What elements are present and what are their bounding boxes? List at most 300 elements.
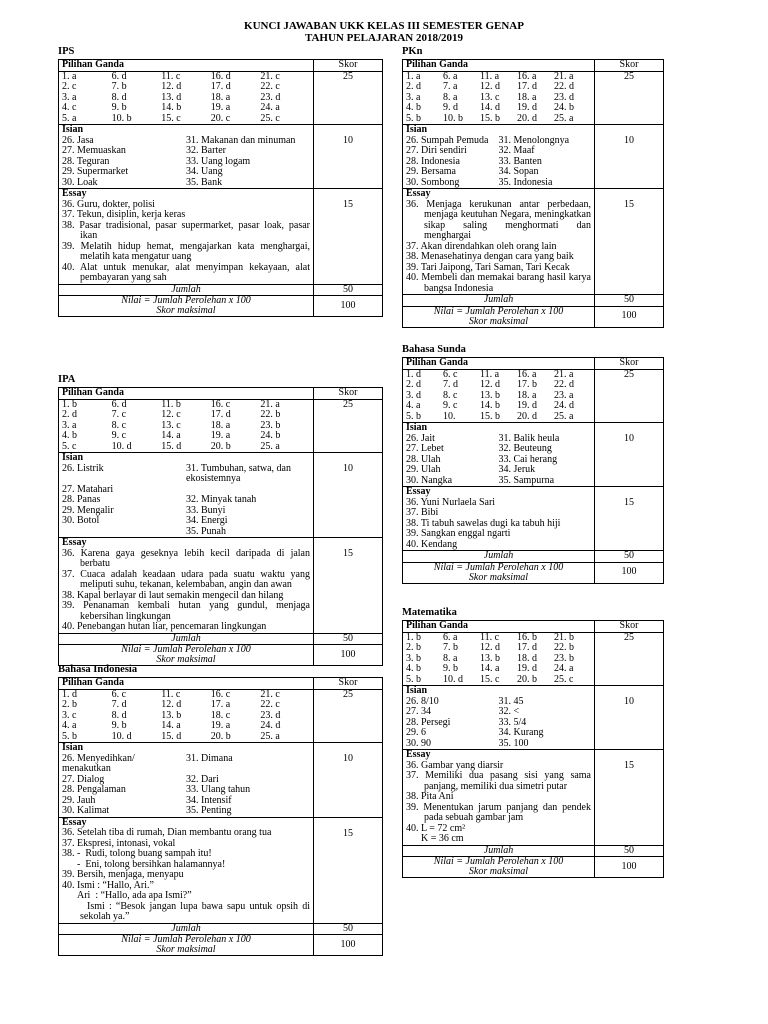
pg-answer: 8. c: [443, 389, 458, 401]
essay-answer: 40. L = 72 cm²: [406, 822, 466, 834]
isian-answer: 31. Dimana: [186, 752, 233, 764]
pg-answer: 4. b: [406, 102, 421, 113]
pg-answer: 25. a: [260, 440, 280, 452]
pg-answer: 11. b: [161, 398, 181, 410]
pg-answer: 18. a: [210, 91, 231, 103]
isian-answer: 26. Jasa: [62, 134, 94, 146]
pg-answer: 3. b: [406, 652, 421, 664]
isian-answer: 28. Teguran: [62, 155, 110, 167]
isian-header: Isian: [62, 742, 84, 753]
isian-answer: 32. Maaf: [498, 145, 535, 156]
pg-answer: 7. b: [443, 642, 458, 653]
isian-answer: 26. 8/10: [406, 695, 439, 707]
pg-answer: 2. d: [406, 81, 421, 92]
isian-answer: 35. Penting: [186, 805, 232, 816]
jumlah-label: Jumlah: [403, 295, 595, 307]
pg-answer: 12. d: [161, 699, 182, 710]
pg-answer: 18. a: [517, 389, 537, 401]
isian-answers: [62, 136, 310, 189]
isian-answer: 31. Makanan dan minuman: [186, 134, 296, 146]
isian-answers: [406, 136, 591, 189]
pg-answer: 11. c: [161, 70, 181, 82]
pg-score: 25: [314, 399, 383, 453]
isian-answer: 29. Supermarket: [62, 166, 129, 177]
pg-answer: 8. c: [111, 419, 127, 431]
isian-score: 10: [624, 135, 634, 146]
pg-answer: 19. a: [210, 720, 231, 731]
pg-score: 25: [314, 689, 383, 743]
essay-score: 15: [343, 548, 353, 559]
pg-answer: 4. a: [62, 720, 77, 731]
pg-answer: 1. b: [62, 398, 77, 410]
isian-answers: [62, 464, 310, 538]
pg-answer: 19. a: [210, 430, 231, 441]
pg-answer: 6. d: [111, 70, 127, 82]
isian-answer: 29. 6: [406, 727, 426, 738]
pg-answer: 2. c: [62, 81, 77, 92]
isian-answer: 27. 34: [406, 706, 431, 717]
pg-answer: 24. b: [260, 430, 281, 441]
pg-answer: 6. c: [443, 368, 458, 380]
essay-score: 15: [343, 827, 353, 839]
nilai-formula: Nilai = Jumlah Perolehan x 100: [121, 934, 251, 945]
isian-answer: 28. Indonesia: [406, 155, 460, 167]
pg-answer: 4. a: [406, 400, 421, 411]
pg-answer: 24. d: [554, 400, 574, 411]
pg-answer: 6. d: [111, 398, 127, 410]
pg-answer: 1. a: [62, 70, 77, 82]
pg-answer: 22. b: [554, 642, 574, 653]
essay-answer: 40. Ismi : “Hallo, Ari.”: [62, 879, 154, 891]
isian-answer: 30. 90: [406, 737, 431, 749]
isian-answers: [406, 434, 591, 487]
pg-answer: 10. d: [111, 440, 132, 452]
isian-answer: 26. Listrik: [62, 462, 104, 474]
pg-answers: [62, 690, 310, 743]
isian-answer: 31. Balik heula: [498, 432, 560, 444]
pg-answer: 18. d: [517, 652, 537, 664]
pg-answer: 10. d: [443, 673, 463, 685]
isian-answer: 34. Uang: [186, 166, 223, 177]
pg-answer: 11. a: [480, 70, 500, 82]
jumlah-score: 50: [595, 845, 664, 857]
isian-header: Isian: [406, 124, 428, 135]
pg-answer: 20. b: [210, 730, 231, 742]
pg-answer: 9. b: [111, 102, 127, 113]
pg-answer: 17. d: [517, 642, 537, 653]
pg-answer: 23. d: [260, 709, 281, 721]
nilai-total: 100: [314, 296, 383, 317]
pg-answer: 19. d: [517, 102, 537, 113]
pg-answer: 13. c: [161, 419, 181, 431]
jumlah-label: Jumlah: [59, 923, 314, 935]
pg-answer: 14. d: [480, 102, 500, 113]
essay-answer: Ari : “Hallo, ada apa Ismi?”: [62, 890, 192, 901]
essay-score: 15: [624, 760, 634, 771]
pg-answer: 24. a: [554, 663, 574, 674]
pg-answer: 15. b: [480, 410, 500, 422]
pg-answer: 10. b: [111, 112, 132, 124]
pg-answer: 12. d: [161, 81, 182, 92]
pg-answer: 16. d: [210, 70, 231, 82]
pg-answer: 14. b: [161, 102, 182, 113]
isian-answers: [406, 697, 591, 750]
answer-key-table: [402, 357, 664, 584]
pg-answer: 24. b: [554, 102, 574, 113]
pg-header: Pilihan Ganda: [403, 358, 595, 370]
isian-answer: 28. Persegi: [406, 716, 451, 728]
pg-answer: 9. c: [443, 400, 458, 411]
answer-key-table: [402, 620, 664, 878]
isian-answer: 30. Sombong: [406, 176, 460, 188]
nilai-total: 100: [595, 306, 664, 327]
pg-answer: 21. a: [260, 398, 280, 410]
pg-header: Pilihan Ganda: [403, 621, 595, 633]
pg-answer: 1. d: [62, 688, 77, 700]
isian-answer: 30. Nangka: [406, 474, 453, 486]
mtk-block: [402, 607, 664, 878]
pg-answer: 3. a: [62, 91, 77, 103]
essay-answer: 37. Memiliki dua pasang sisi yang sama panjang, memiliki dua simetri putar: [406, 770, 594, 792]
jumlah-score: 50: [314, 923, 383, 935]
pg-answer: 8. d: [111, 91, 127, 103]
pg-header: Pilihan Ganda: [59, 388, 314, 400]
nilai-total: 100: [314, 935, 383, 956]
skor-header: Skor: [595, 358, 664, 370]
pg-answer: 25. c: [260, 112, 280, 124]
pg-answer: 1. a: [406, 70, 421, 82]
answer-key-table: [402, 59, 664, 328]
pg-answer: 9. c: [111, 430, 127, 441]
pg-answers: [406, 72, 591, 125]
nilai-formula: Nilai = Jumlah Perolehan x 100: [121, 644, 251, 655]
essay-answer: 39. Melatih hidup hemat, mengajarkan kata menghargai, melatih kata mengatur uang: [62, 240, 313, 262]
pg-answer: 4. c: [62, 102, 77, 113]
ips-block: [58, 46, 383, 317]
pg-answer: 7. b: [111, 81, 127, 92]
isian-answer: 27. Matahari: [62, 483, 114, 495]
essay-answer: - Eni, tolong bersihkan halamannya!: [62, 858, 226, 870]
pg-answer: 2. d: [62, 409, 77, 420]
isian-answers: [62, 754, 310, 817]
pg-answers: [62, 72, 310, 125]
pg-answer: 14. b: [480, 400, 500, 411]
essay-answer: 36. Setelah tiba di rumah, Dian membantu orang tua: [62, 827, 272, 838]
pg-answer: 11. a: [480, 368, 500, 380]
subject-title: IPS: [58, 46, 75, 57]
pg-answer: 23. d: [554, 91, 574, 103]
essay-score: 15: [624, 199, 634, 210]
pg-answer: 21. c: [260, 70, 280, 82]
isian-answer: 34. Intensif: [186, 794, 232, 806]
pg-answer: 18. c: [210, 709, 231, 721]
pg-answer: 20. d: [517, 112, 537, 124]
pg-answer: 23. d: [260, 91, 281, 103]
pg-answer: 19. d: [517, 400, 537, 411]
answer-key-table: [58, 677, 383, 956]
isian-score: 10: [343, 463, 353, 474]
sunda-block: [402, 344, 664, 584]
essay-answer: 40. Alat untuk menukar, alat menyimpan kekayaan, alat pembayaran yang sah: [62, 261, 313, 283]
skor-maksimal: Skor maksimal: [156, 305, 216, 316]
isian-answer: 33. Uang logam: [186, 155, 251, 167]
essay-answer: Ismi : “Besok jangan lupa bawa sapu untuk opsih di sekolah ya.”: [62, 900, 313, 922]
isian-answer: 34. Kurang: [498, 727, 544, 738]
pg-answer: 4. b: [62, 430, 77, 441]
isian-answer: 27. Memuaskan: [62, 145, 126, 156]
essay-answer: 40. Membeli dan memakai barang hasil karya bangsa Indonesia: [406, 272, 594, 294]
nilai-formula: Nilai = Jumlah Perolehan x 100: [433, 561, 564, 573]
skor-header: Skor: [314, 388, 383, 400]
essay-answer: 38. - Rudi, tolong buang sampah itu!: [62, 848, 212, 859]
essay-answer: 40. Penebangan hutan liar, pencemaran lingkungan: [62, 621, 267, 632]
pg-answer: 17. d: [210, 409, 231, 420]
pg-answer: 12. d: [480, 642, 500, 653]
pg-answer: 5. b: [62, 730, 77, 742]
pg-answer: 11. c: [161, 688, 181, 700]
pg-score: 25: [314, 71, 383, 125]
pg-answers: [406, 370, 591, 423]
isian-answer: 31. Tumbuhan, satwa, dan ekosistemnya: [186, 462, 291, 484]
pg-answer: 6. c: [111, 688, 127, 700]
pg-answer: 5. b: [406, 410, 421, 422]
isian-answer: 27. Dialog: [62, 773, 105, 785]
pg-answer: 3. a: [62, 419, 77, 431]
skor-header: Skor: [314, 678, 383, 690]
isian-answer: 34. Jeruk: [498, 464, 536, 475]
isian-answer: 30. Botol: [62, 515, 100, 526]
pg-answer: 5. b: [406, 673, 421, 685]
essay-answer: K = 36 cm: [406, 833, 464, 844]
essay-answer: 37. Tekun, disiplin, kerja keras: [62, 209, 186, 220]
pg-answers: [62, 400, 310, 453]
pg-answer: 8. d: [111, 709, 127, 721]
skor-maksimal: Skor maksimal: [156, 944, 216, 955]
bindo-block: [58, 664, 383, 956]
pg-answer: 5. b: [406, 112, 421, 124]
skor-maksimal: Skor maksimal: [156, 654, 216, 665]
pg-answer: 21. b: [554, 631, 574, 643]
pg-answer: 15. c: [161, 112, 181, 124]
isian-answer: 33. 5/4: [498, 716, 527, 728]
pg-answer: 3. c: [62, 709, 77, 721]
nilai-total: 100: [314, 645, 383, 666]
isian-answer: 31. 45: [498, 695, 524, 707]
essay-score: 15: [343, 199, 353, 210]
nilai-formula: Nilai = Jumlah Perolehan x 100: [121, 295, 251, 306]
pg-answer: 22. b: [260, 409, 281, 420]
subject-title: IPA: [58, 374, 76, 385]
pg-answer: 4. b: [406, 663, 421, 674]
pg-answer: 1. d: [406, 368, 421, 380]
pg-answer: 25. a: [554, 112, 574, 124]
pg-answer: 13. c: [480, 91, 500, 103]
isian-answer: 33. Banten: [498, 155, 542, 167]
pg-answer: 20. c: [210, 112, 231, 124]
isian-answer: 35. Indonesia: [498, 176, 553, 188]
pg-answer: 2. b: [62, 699, 77, 710]
essay-answer: 39. Penanaman kembali hutan yang gundul, menjaga kebersihan lingkungan: [62, 600, 313, 622]
pg-header: Pilihan Ganda: [403, 60, 595, 72]
pg-answer: 23. b: [260, 419, 281, 431]
essay-header: Essay: [62, 188, 87, 199]
answer-key-table: [58, 59, 383, 317]
essay-answer: 39. Bersih, menjaga, menyapu: [62, 869, 184, 880]
pg-answer: 22. c: [260, 81, 280, 92]
pg-answer: 17. d: [517, 81, 537, 92]
jumlah-score: 50: [595, 551, 664, 563]
jumlah-label: Jumlah: [403, 845, 595, 857]
skor-header: Skor: [595, 621, 664, 633]
pg-answers: [406, 633, 591, 686]
pg-answer: 7. d: [443, 379, 458, 390]
pg-answer: 14. a: [480, 663, 500, 674]
isian-answer: 27. Diri sendiri: [406, 145, 467, 156]
isian-answer: 33. Ulang tahun: [186, 784, 251, 795]
jumlah-score: 50: [314, 633, 383, 645]
essay-answer: 38. Menasehatinya dengan cara yang baik: [406, 251, 574, 262]
pg-answer: 8. a: [443, 652, 458, 664]
pg-answer: 5. c: [62, 440, 77, 452]
isian-answer: 35. 100: [498, 737, 529, 749]
pg-answer: 9. b: [111, 720, 127, 731]
pg-answer: 13. d: [161, 91, 182, 103]
jumlah-label: Jumlah: [59, 633, 314, 645]
essay-answer: 39. Sangkan enggal ngarti: [406, 528, 511, 539]
pg-answer: 7. a: [443, 81, 458, 92]
pg-answer: 9. d: [443, 102, 458, 113]
jumlah-score: 50: [314, 284, 383, 296]
pg-score: 25: [595, 632, 664, 686]
answer-key-table: [58, 387, 383, 666]
isian-answer: 29. Mengalir: [62, 504, 114, 516]
isian-answer: 30. Loak: [62, 176, 98, 188]
isian-answer: 26. Jait: [406, 432, 435, 444]
ipa-block: [58, 374, 383, 666]
pg-answer: 13. b: [161, 709, 182, 721]
essay-score: 15: [624, 497, 634, 508]
isian-answer: 33. Bunyi: [186, 504, 226, 516]
isian-answer: 26. Sumpah Pemuda: [406, 134, 489, 146]
essay-header: Essay: [406, 486, 431, 497]
pg-answer: 1. b: [406, 631, 421, 643]
subject-title: Bahasa Sunda: [402, 344, 466, 355]
document-subtitle: TAHUN PELAJARAN 2018/2019: [304, 32, 464, 44]
isian-answer: 35. Sampurna: [498, 474, 555, 486]
pg-answer: 20. b: [210, 440, 231, 452]
isian-answer: 29. Jauh: [62, 794, 96, 806]
isian-answer: 35. Bank: [186, 176, 223, 188]
skor-header: Skor: [314, 60, 383, 72]
essay-answer: 36. Gambar yang diarsir: [406, 759, 504, 771]
pg-answer: 17. a: [210, 699, 231, 710]
pg-answer: 22. c: [260, 699, 280, 710]
pg-answer: 2. d: [406, 379, 421, 390]
isian-answer: 28. Pengalaman: [62, 784, 126, 795]
essay-answer: 36. Karena gaya geseknya lebih kecil daripada di jalan berbatu: [62, 547, 313, 569]
pg-answer: 18. a: [517, 91, 537, 103]
pg-answer: 14. a: [161, 720, 181, 731]
pg-answer: 13. b: [480, 652, 500, 664]
pg-answer: 11. c: [480, 631, 500, 643]
subject-title: PKn: [402, 46, 423, 57]
pg-answer: 7. d: [111, 699, 127, 710]
pg-answer: 3. a: [406, 91, 421, 103]
subject-title: Matematika: [402, 607, 457, 618]
essay-answer: 37. Akan direndahkan oleh orang lain: [406, 240, 557, 252]
pg-answer: 6. a: [443, 631, 458, 643]
pg-answer: 15. c: [480, 673, 500, 685]
essay-answer: 36. Menjaga kerukunan antar perbedaan, menjaga keutuhan Negara, meningkatkan sikap saling menghormati dan menghargai: [406, 198, 594, 241]
isian-answer: 35. Punah: [186, 525, 226, 537]
skor-maksimal: Skor maksimal: [468, 571, 529, 583]
pg-answer: 7. c: [111, 409, 127, 420]
pg-answer: 17. d: [210, 81, 231, 92]
pg-answer: 16. a: [517, 70, 537, 82]
isian-answer: 32. Minyak tanah: [186, 494, 257, 505]
essay-answer: 38. Ti tabuh sawelas dugi ka tabuh hiji: [406, 517, 561, 529]
pg-answer: 22. d: [554, 81, 574, 92]
essay-answer: 38. Pita Ani: [406, 791, 454, 802]
essay-answer: 40. Kendang: [406, 538, 458, 550]
essay-header: Essay: [62, 816, 87, 828]
isian-answer: 27. Lebet: [406, 443, 444, 454]
isian-answer: 33. Cai herang: [498, 453, 558, 465]
essay-answer: 36. Yuni Nurlaela Sari: [406, 496, 496, 508]
isian-answer: 31. Menolongnya: [498, 134, 570, 146]
nilai-total: 100: [595, 562, 664, 583]
pg-answer: 19. a: [210, 102, 231, 113]
pg-answer: 12. c: [161, 409, 181, 420]
essay-answer: 38. Pasar tradisional, pasar supermarket, pasar loak, pasar ikan: [62, 219, 313, 241]
pg-score: 25: [595, 71, 664, 125]
subject-title: Bahasa Indonesia: [58, 664, 138, 675]
isian-answer: 34. Sopan: [498, 166, 539, 177]
isian-answer: 28. Panas: [62, 494, 101, 505]
pg-answer: 22. d: [554, 379, 574, 390]
essay-answer: 37. Bibi: [406, 507, 439, 518]
isian-answer: 32. Dari: [186, 773, 219, 785]
nilai-formula: Nilai = Jumlah Perolehan x 100: [433, 305, 564, 317]
isian-score: 10: [343, 135, 353, 146]
isian-score: 10: [624, 696, 634, 707]
pg-answer: 10.: [443, 410, 456, 422]
pg-answer: 25. a: [260, 730, 280, 742]
jumlah-score: 50: [595, 295, 664, 307]
isian-answer: 28. Ulah: [406, 453, 441, 465]
isian-header: Isian: [62, 124, 84, 135]
pg-answer: 19. d: [517, 663, 537, 674]
pg-answer: 13. b: [480, 389, 500, 401]
isian-answer: 29. Ulah: [406, 464, 441, 475]
pg-answer: 17. b: [517, 379, 537, 390]
pg-answer: 14. a: [161, 430, 181, 441]
essay-header: Essay: [406, 188, 431, 199]
pg-answer: 9. b: [443, 663, 458, 674]
pg-answer: 18. a: [210, 419, 231, 431]
pg-answer: 6. a: [443, 70, 458, 82]
isian-score: 10: [343, 753, 353, 764]
essay-answer: 37. Ekspresi, intonasi, vokal: [62, 837, 176, 849]
nilai-total: 100: [595, 857, 664, 878]
pg-answer: 15. b: [480, 112, 500, 124]
pg-answer: 24. d: [260, 720, 281, 731]
essay-answer: 36. Guru, dokter, polisi: [62, 198, 155, 210]
isian-header: Isian: [406, 422, 428, 433]
pg-score: 25: [595, 369, 664, 423]
essay-header: Essay: [62, 537, 87, 548]
pg-answer: 16. c: [210, 398, 231, 410]
